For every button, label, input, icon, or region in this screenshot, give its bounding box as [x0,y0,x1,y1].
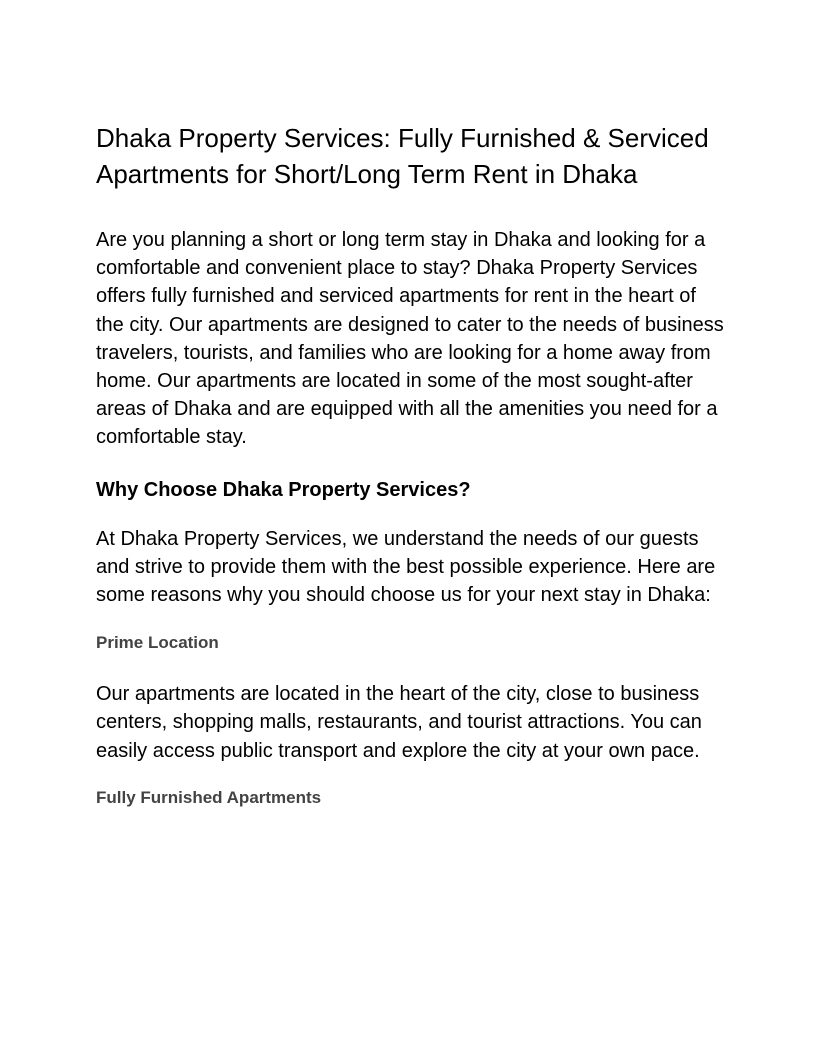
document-page [96,120,726,810]
document-title: Dhaka Property Services: Fully Furnished & Serviced Apartments for Short/Long Term Rent in Dhaka [96,123,709,189]
why-choose-paragraph: At Dhaka Property Services, we understand the needs of our guests and strive to provide them with the best possible experience. Here are some reasons why you should choose us for your next stay in Dhaka: [96,527,716,607]
prime-location-paragraph: Our apartments are located in the heart of the city, close to business centers, shopping malls, restaurants, and tourist attractions. You can easily access public transport and explore the city at your own pace. [96,683,702,762]
prime-location-heading: Prime Location [96,633,219,653]
fully-furnished-heading: Fully Furnished Apartments [96,787,322,807]
why-choose-heading: Why Choose Dhaka Property Services? [96,478,471,501]
intro-paragraph: Are you planning a short or long term stay in Dhaka and looking for a comfortable and convenient place to stay? Dhaka Property Services offers fully furnished and serviced apartments for rent in the heart of the city. Our apartments are designed to cater to the needs of business travelers, tourists, and families who are looking for a home away from home. Our apartments are located in some of the most sought-after areas of Dhaka and are equipped with all the amenities you need for a comfortable stay. [96,229,724,449]
